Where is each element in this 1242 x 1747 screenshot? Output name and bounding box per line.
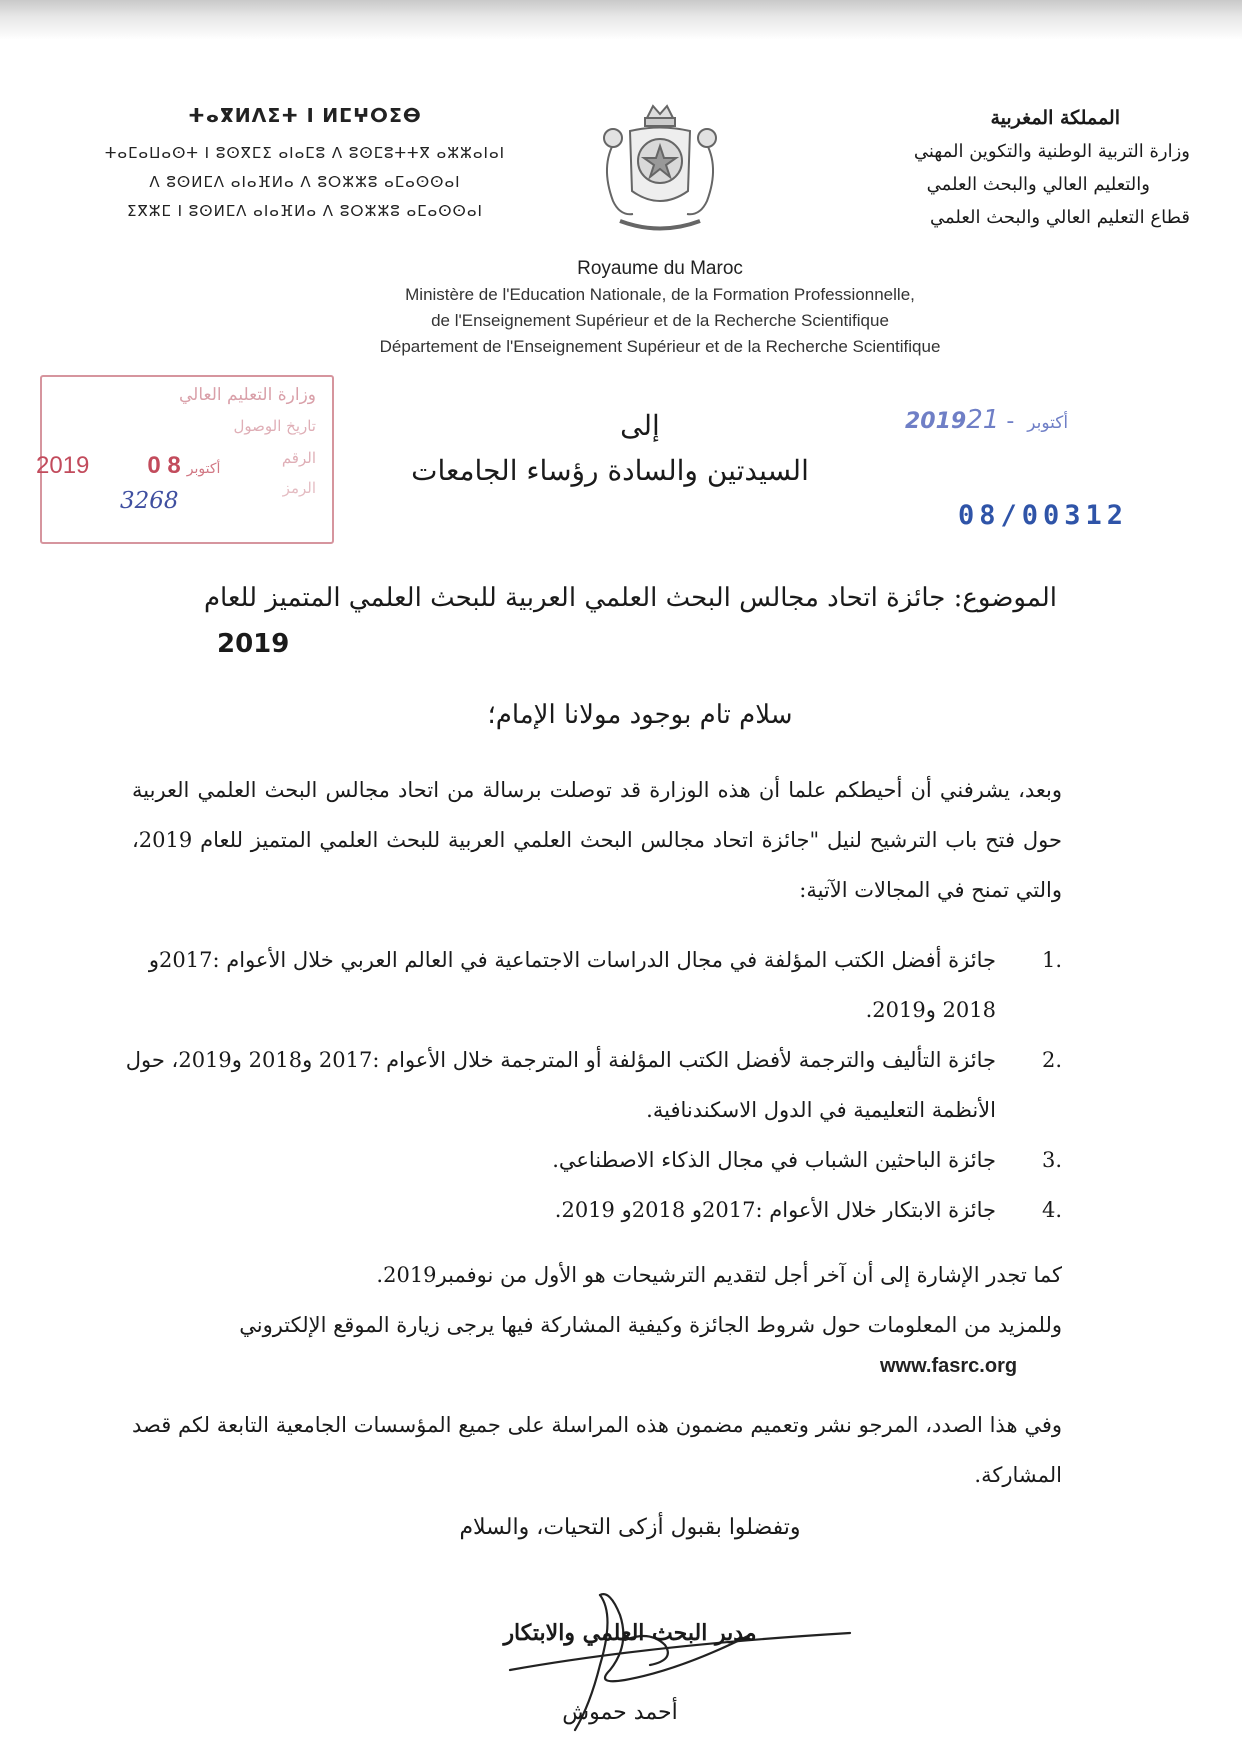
addressee-to: إلى [620,409,660,442]
signatory-title: مدير البحث العلمي والابتكار [503,1620,757,1646]
stamp-line: الرقم [281,449,316,467]
subject-text: الموضوع: جائزة اتحاد مجالس البحث العلمي العربية للبحث العلمي المتميز للعام [203,583,1057,613]
registration-number: 3268 [120,488,179,514]
arabic-kingdom-title: المملكة المغربية [990,107,1120,129]
outgoing-year: 2019 [905,409,967,434]
intro-paragraph: وبعد، يشرفني أن أحيطكم علما أن هذه الوزارة قد توصلت برسالة من اتحاد مجالس البحث العلمي العربية حول فتح باب الترشيح لنيل "جائزة اتحاد مجالس البحث العلمي العربية للبحث العلمي المتميز للعام 2019، والتي تمنح في المجالات الآتية: [132,778,1062,902]
reference-number: 08/00312 [958,500,1129,531]
tifinagh-line: ⵜⴰⵎⴰⵡⴰⵙⵜ ⵏ ⵓⵙⴳⵎⵉ ⴰⵏⴰⵎⵓ ⴷ ⵓⵙⵎⵓⵜⵜⴳ ⴰⵣⵣⴰⵏⴰⵏ [104,144,506,162]
tifinagh-line: ⵉⴳⵣⵎ ⵏ ⵓⵙⵍⵎⴷ ⴰⵏⴰⴼⵍⴰ ⴷ ⵓⵔⵣⵣⵓ ⴰⵎⴰⵙⵙⴰⵏ [127,202,483,220]
arabic-header [830,102,1190,234]
website-link[interactable]: www.fasrc.org [880,1355,1018,1377]
list-item-number: 4. [1041,1198,1062,1222]
stamp-line: وزارة التعليم العالي [178,385,316,405]
received-year: 2019 [36,452,90,479]
list-item [112,1135,1062,1185]
addressee [380,405,840,495]
closing-line: وتفضلوا بقبول أزكى التحيات، والسلام [459,1515,801,1540]
list-item-text: جائزة الباحثين الشباب في مجال الذكاء الاصطناعي. [552,1148,996,1172]
outgoing-month: أكتوبر [1027,413,1069,433]
tifinagh-title: ⵜⴰⴳⵍⴷⵉⵜ ⵏ ⵍⵎⵖⵔⵉⴱ [188,105,422,127]
list-item-number: 1. [1041,948,1062,972]
coat-of-arms-icon [585,96,735,246]
received-day: 0 8 [147,452,181,479]
more-info-text: وللمزيد من المعلومات حول شروط الجائزة وكيفية المشاركة فيها يرجى زيارة الموقع الإلكتروني [239,1313,1062,1337]
greeting: سلام تام بوجود مولانا الإمام؛ [487,700,793,730]
list-item [112,1035,1062,1135]
deadline-block [112,1250,1062,1350]
arabic-department-line: قطاع التعليم العالي والبحث العلمي [929,207,1190,228]
subject [137,575,1057,667]
list-item-number: 2. [1041,1048,1062,1072]
list-item [112,1185,1062,1235]
list-item [112,935,1062,1035]
stamp-line: تاريخ الوصول [233,417,316,435]
arabic-ministry-line: وزارة التربية الوطنية والتكوين المهني [913,141,1190,162]
scan-edge-shadow [0,0,1242,40]
award-list [112,935,1062,1235]
received-month: أكتوبر [186,460,221,476]
list-item-text: جائزة الابتكار خلال الأعوام :2017و 2018و 2019. [554,1198,996,1222]
list-item-number: 3. [1041,1148,1062,1172]
request-paragraph: وفي هذا الصدد، المرجو نشر وتعميم مضمون هذه المراسلة على جميع المؤسسات الجامعية التابعة لكم قصد المشاركة. [132,1413,1062,1487]
french-kingdom-title: Royaume du Maroc [577,258,743,279]
list-item-text: جائزة أفضل الكتب المؤلفة في مجال الدراسات الاجتماعية في العالم العربي خلال الأعوام :2017و 2018 و2019. [148,948,996,1022]
arabic-ministry-line: والتعليم العالي والبحث العلمي [926,174,1150,195]
signatory-name: أحمد حموش [562,1700,678,1725]
addressee-recipients: السيدتين والسادة رؤساء الجامعات [411,454,809,487]
french-ministry-line: Ministère de l'Education Nationale, de la Formation Professionnelle, [405,285,915,304]
outgoing-date-stamp: 2019 أكتوبر - 21 [905,405,1069,435]
outgoing-day: 21 [966,405,1000,435]
subject-year: 2019 [217,629,290,659]
tifinagh-header [100,105,510,226]
stamp-line: الرمز [282,479,316,497]
received-stamp-date [36,452,220,480]
french-header [300,256,1020,360]
list-item-text: جائزة التأليف والترجمة لأفضل الكتب المؤلفة أو المترجمة خلال الأعوام :2017 و2018 و2019، حول الأنظمة التعليمية في الدول الاسكندنافية. [125,1048,996,1122]
french-ministry-line: de l'Enseignement Supérieur et de la Recherche Scientifique [431,311,889,330]
deadline-text: كما تجدر الإشارة إلى أن آخر أجل لتقديم الترشيحات هو الأول من نوفمبر2019. [376,1263,1062,1287]
tifinagh-line: ⴷ ⵓⵙⵍⵎⴷ ⴰⵏⴰⴼⵍⴰ ⴷ ⵓⵔⵣⵣⵓ ⴰⵎⴰⵙⵙⴰⵏ [149,173,461,191]
french-department-line: Département de l'Enseignement Supérieur et de la Recherche Scientifique [379,337,941,356]
